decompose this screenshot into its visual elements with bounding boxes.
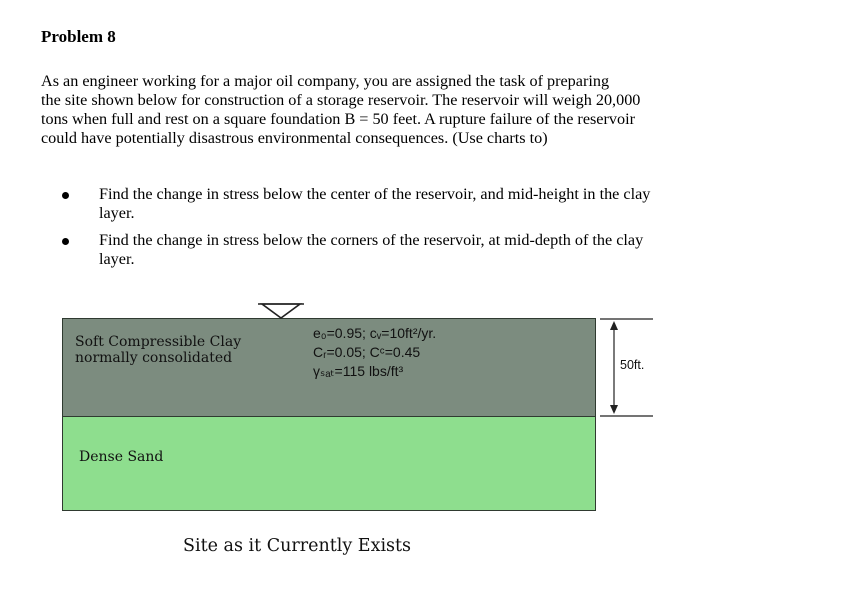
water-table-triangle-icon <box>258 304 304 318</box>
clay-properties <box>313 324 436 381</box>
clay-name-line: Soft Compressible Clay <box>75 334 242 350</box>
clay-layer-label <box>75 334 241 366</box>
layer-thickness-label: 50ft. <box>620 358 645 372</box>
clay-name-line: normally consolidated <box>75 350 233 366</box>
task-line: layer. <box>99 204 135 222</box>
statement-line: the site shown below for construction of a storage reservoir. The reservoir will weigh 20,000 <box>41 91 641 109</box>
task-line: Find the change in stress below the center of the reservoir, and mid-height in the clay <box>99 185 651 203</box>
statement-line: tons when full and rest on a square foundation B = 50 feet. A rupture failure of the reservoir <box>41 110 635 128</box>
clay-property-line: e₀=0.95; cᵥ=10ft²/yr. <box>313 325 437 341</box>
task-line: Find the change in stress below the corners of the reservoir, at mid-depth of the clay <box>99 231 644 249</box>
sand-layer-label: Dense Sand <box>79 449 164 465</box>
statement-line: could have potentially disastrous environmental consequences. (Use charts to) <box>41 129 548 147</box>
statement-line: As an engineer working for a major oil company, you are assigned the task of preparing <box>41 72 610 90</box>
diagram-caption: Site as it Currently Exists <box>183 536 412 556</box>
task-line: layer. <box>99 250 135 268</box>
clay-property-line: Cᵣ=0.05; Cᶜ=0.45 <box>313 344 421 360</box>
problem-title: Problem 8 <box>41 27 116 46</box>
clay-property-line: γₛₐₜ=115 lbs/ft³ <box>313 363 404 379</box>
